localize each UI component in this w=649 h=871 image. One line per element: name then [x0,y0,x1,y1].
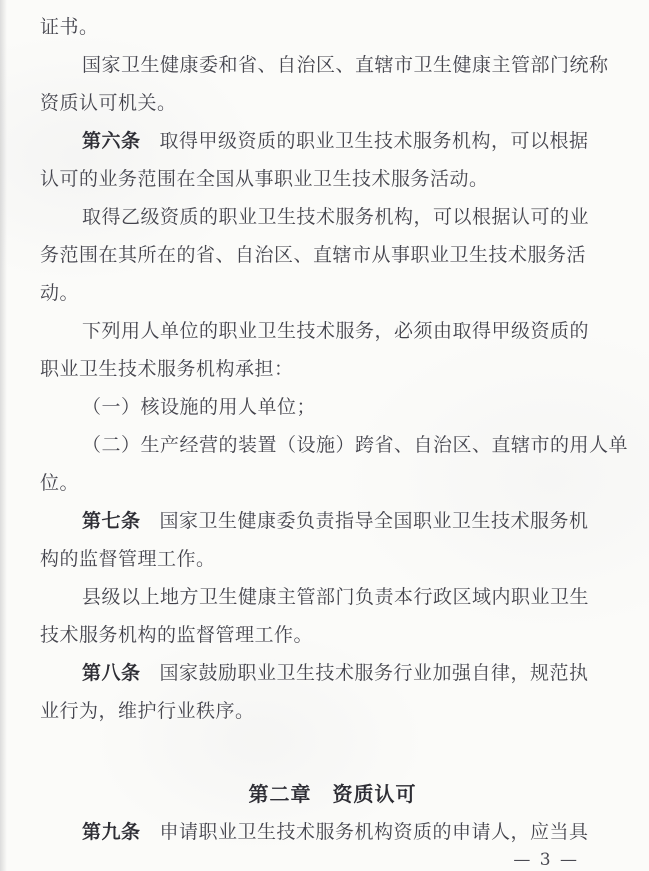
text-line: 国家卫生健康委和省、自治区、直辖市卫生健康主管部门统称 [82,54,609,76]
text-line-article-9 [40,813,625,851]
text-line: 构的监督管理工作。 [40,548,216,570]
text-line-article-6 [40,122,625,160]
text-line-article-8 [40,654,625,692]
text-line: 证书。 [40,16,99,38]
text-line: 资质认可机关。 [40,92,177,114]
text-line: 动。 [40,282,80,304]
article-9-label: 第九条 [82,821,141,843]
article-7-label: 第七条 [82,510,141,532]
text-line: 取得乙级资质的职业卫生技术服务机构，可以根据认可的业 [82,206,590,228]
text-line: 县级以上地方卫生健康主管部门负责本行政区域内职业卫生 [82,586,590,608]
chapter-2-heading: 第二章 资质认可 [248,782,417,806]
text-line: 位。 [40,472,80,494]
text-line: 下列用人单位的职业卫生技术服务，必须由取得甲级资质的 [82,320,590,342]
article-6-text: 取得甲级资质的职业卫生技术服务机构，可以根据 [159,130,589,152]
text-line: 认可的业务范围在全国从事职业卫生技术服务活动。 [40,168,489,190]
list-item-1: （一）核设施的用人单位； [82,396,317,418]
page-number: — 3 — [513,850,579,870]
article-7-text: 国家卫生健康委负责指导全国职业卫生技术服务机 [159,510,589,532]
article-8-label: 第八条 [82,662,141,684]
article-8-text: 国家鼓励职业卫生技术服务行业加强自律，规范执 [159,662,589,684]
text-line: 职业卫生技术服务机构承担： [40,358,294,380]
text-line: 业行为，维护行业秩序。 [40,700,255,722]
text-line: 务范围在其所在的省、自治区、直辖市从事职业卫生技术服务活 [40,244,587,266]
list-item-2: （二）生产经营的装置（设施）跨省、自治区、直辖市的用人单 [82,434,629,456]
text-line-article-7 [40,502,625,540]
article-6-label: 第六条 [82,130,141,152]
text-line: 技术服务机构的监督管理工作。 [40,624,314,646]
article-9-text: 申请职业卫生技术服务机构资质的申请人，应当具 [159,821,589,843]
